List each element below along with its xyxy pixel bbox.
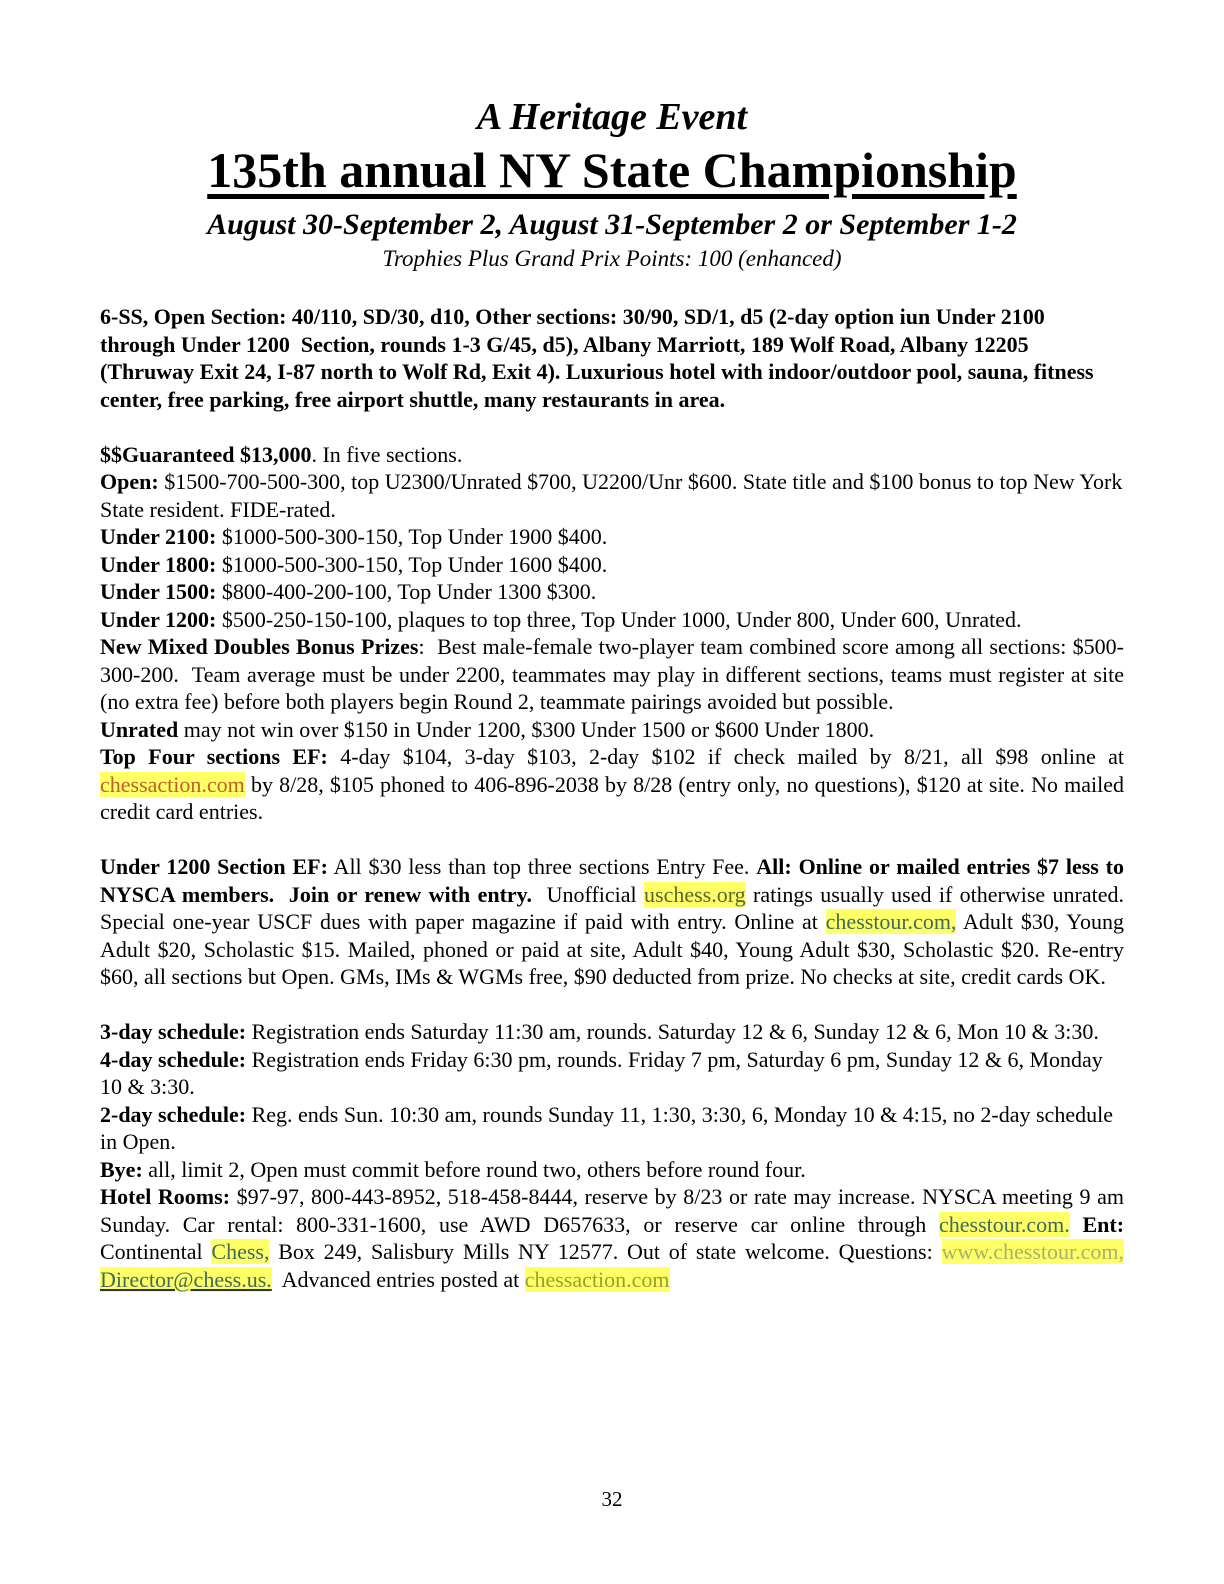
schedule-3-day <box>100 1018 1124 1046</box>
text-run: $800-400-200-100, Top Under 1300 $300. <box>216 579 597 605</box>
text-run: ratings usually used if otherwise unrated. Special one-year USCF dues with paper magazine if paid with entry. Online at <box>100 881 1124 935</box>
prizes-under-2100 <box>100 523 1124 551</box>
text-run: Under 2100: <box>100 524 217 550</box>
text-run: All: Online or mailed entries $7 less to NYSCA members. Join or renew with entry. <box>100 854 1124 907</box>
mixed-doubles-prizes <box>100 633 1124 716</box>
text-run: 4-day $104, 3-day $103, 2-day $102 if check mailed by 8/21, all $98 online at <box>327 744 1124 770</box>
text-run: by 8/28, $105 phoned to 406-896-2038 by 8/28 (entry only, no questions), $120 at site. No mailed credit card entries. <box>100 771 1124 825</box>
text-run: 4-day schedule: <box>100 1046 247 1072</box>
text-run: Under 1200 Section EF: <box>100 854 328 880</box>
text-run: Ent: <box>1082 1211 1125 1237</box>
document-header <box>100 96 1124 272</box>
text-run: All $30 less than top three sections Entry Fee. <box>327 854 757 880</box>
uschess-link[interactable]: uschess.org <box>644 881 746 907</box>
bye-policy <box>100 1156 1124 1184</box>
hotel-and-entries <box>100 1183 1124 1293</box>
text-run: : Best male-female two-player team combined score among all sections: $500-300-200. Team average must be under 2200, teammates may play in different sections, teams must register at site (no extra fee) before both players begin Round 2, teammate pairings avoided but possible. <box>100 634 1125 715</box>
text-run: Top Four sections EF: <box>100 744 328 770</box>
text-run: $500-250-150-100, plaques to top three, Top Under 1000, Under 800, Under 600, Unrated. <box>216 606 1022 632</box>
prizes-open <box>100 468 1124 523</box>
text-run: 6-SS, Open Section: 40/110, SD/30, d10, Other sections: 30/90, SD/1, d5 (2-day option iun Under 2100 through Under 1200 Section, rounds 1-3 G/45, d5), Albany Marriott, 189 Wolf Road, Albany 12205 (Thruway Exit 24, I-87 north to Wolf Rd, Exit 4). Luxurious hotel with indoor/outdoor pool, sauna, fitness center, free parking, free airport shuttle, many restaurants in area. <box>100 304 1094 412</box>
event-kicker: A Heritage Event <box>476 96 748 138</box>
prize-fund <box>100 441 1124 469</box>
text-run: $1500-700-500-300, top U2300/Unrated $700, U2200/Unr $600. State title and $100 bonus to top New York State resident. FIDE-rated. <box>100 469 1123 522</box>
event-details <box>100 303 1124 413</box>
text-run: $1000-500-300-150, Top Under 1900 $400. <box>216 524 608 550</box>
schedule-2-day <box>100 1101 1124 1156</box>
continental-chess-link[interactable]: Chess, <box>211 1239 270 1265</box>
text-run: $1000-500-300-150, Top Under 1600 $400. <box>216 551 608 577</box>
text-run: Advanced entries posted at <box>271 1266 525 1292</box>
text-run: Reg. ends Sun. 10:30 am, rounds Sunday 11, 1:30, 3:30, 6, Monday 10 & 4:15, no 2-day schedule in Open. <box>100 1101 1113 1155</box>
document-content <box>100 96 1124 1293</box>
text-run: Under 1500: <box>100 579 217 605</box>
prizes-under-1500 <box>100 578 1124 606</box>
text-run: Unofficial <box>531 881 645 907</box>
www-chesstour-link[interactable]: www.chesstour.com, <box>941 1239 1124 1265</box>
event-subtitle: Trophies Plus Grand Prix Points: 100 (enhanced) <box>382 245 842 271</box>
chessaction-link[interactable]: chessaction.com <box>100 771 245 797</box>
entry-fee-under-1200 <box>100 853 1124 991</box>
text-run: Box 249, Salisbury Mills NY 12577. Out of state welcome. Questions: <box>269 1239 942 1265</box>
text-run <box>1070 1212 1083 1237</box>
text-run: Bye: <box>100 1156 143 1182</box>
text-run: 3-day schedule: <box>100 1019 247 1045</box>
text-run: Continental <box>100 1239 212 1265</box>
page-number: 32 <box>601 1487 623 1511</box>
text-run: Under 1200: <box>100 606 217 632</box>
text-run: 2-day schedule: <box>100 1101 247 1127</box>
prizes-under-1200 <box>100 606 1124 634</box>
text-run: $$Guaranteed $13,000 <box>100 441 312 467</box>
text-run: $97-97, 800-443-8952, 518-458-8444, reserve by 8/23 or rate may increase. NYSCA meeting 9 am Sunday. Car rental: 800-331-1600, use AWD D657633, or reserve car online through <box>100 1184 1124 1237</box>
event-dates: August 30-September 2, August 31-September 2 or September 1-2 <box>207 208 1017 242</box>
text-run: Adult $30, Young Adult $20, Scholastic $15. Mailed, phoned or paid at site, Adult $40, Young Adult $30, Scholastic $20. Re-entry $60, all sections but Open. GMs, IMs & WGMs free, $90 deducted from prize. No checks at site, credit cards OK. <box>100 909 1124 990</box>
text-run: Hotel Rooms: <box>100 1184 231 1210</box>
document-body <box>100 303 1124 1293</box>
unrated-cap <box>100 716 1124 744</box>
text-run: may not win over $150 in Under 1200, $300 Under 1500 or $600 Under 1800. <box>178 716 875 742</box>
director-email-link[interactable]: Director@chess.us. <box>100 1266 272 1292</box>
entry-fee-top-sections <box>100 743 1124 826</box>
text-run: Registration ends Saturday 11:30 am, rounds. Saturday 12 & 6, Sunday 12 & 6, Mon 10 & 3:30. <box>246 1019 1099 1045</box>
prizes-under-1800 <box>100 551 1124 579</box>
text-run: New Mixed Doubles Bonus Prizes <box>100 634 419 660</box>
text-run: Under 1800: <box>100 551 217 577</box>
text-run: all, limit 2, Open must commit before round two, others before round four. <box>142 1156 806 1182</box>
schedule-4-day <box>100 1046 1124 1101</box>
text-run: Unrated <box>100 716 179 742</box>
text-run: Registration ends Friday 6:30 pm, rounds. Friday 7 pm, Saturday 6 pm, Sunday 12 & 6, Monday 10 & 3:30. <box>100 1046 1103 1100</box>
text-run: . In five sections. <box>311 441 463 467</box>
chesstour-link[interactable]: chesstour.com. <box>938 1211 1070 1237</box>
page-title: 135th annual NY State Championship <box>207 141 1017 198</box>
chessaction-link[interactable]: chessaction.com <box>524 1266 670 1292</box>
text-run: Open: <box>100 469 159 495</box>
chesstour-link[interactable]: chesstour.com, <box>825 909 957 935</box>
